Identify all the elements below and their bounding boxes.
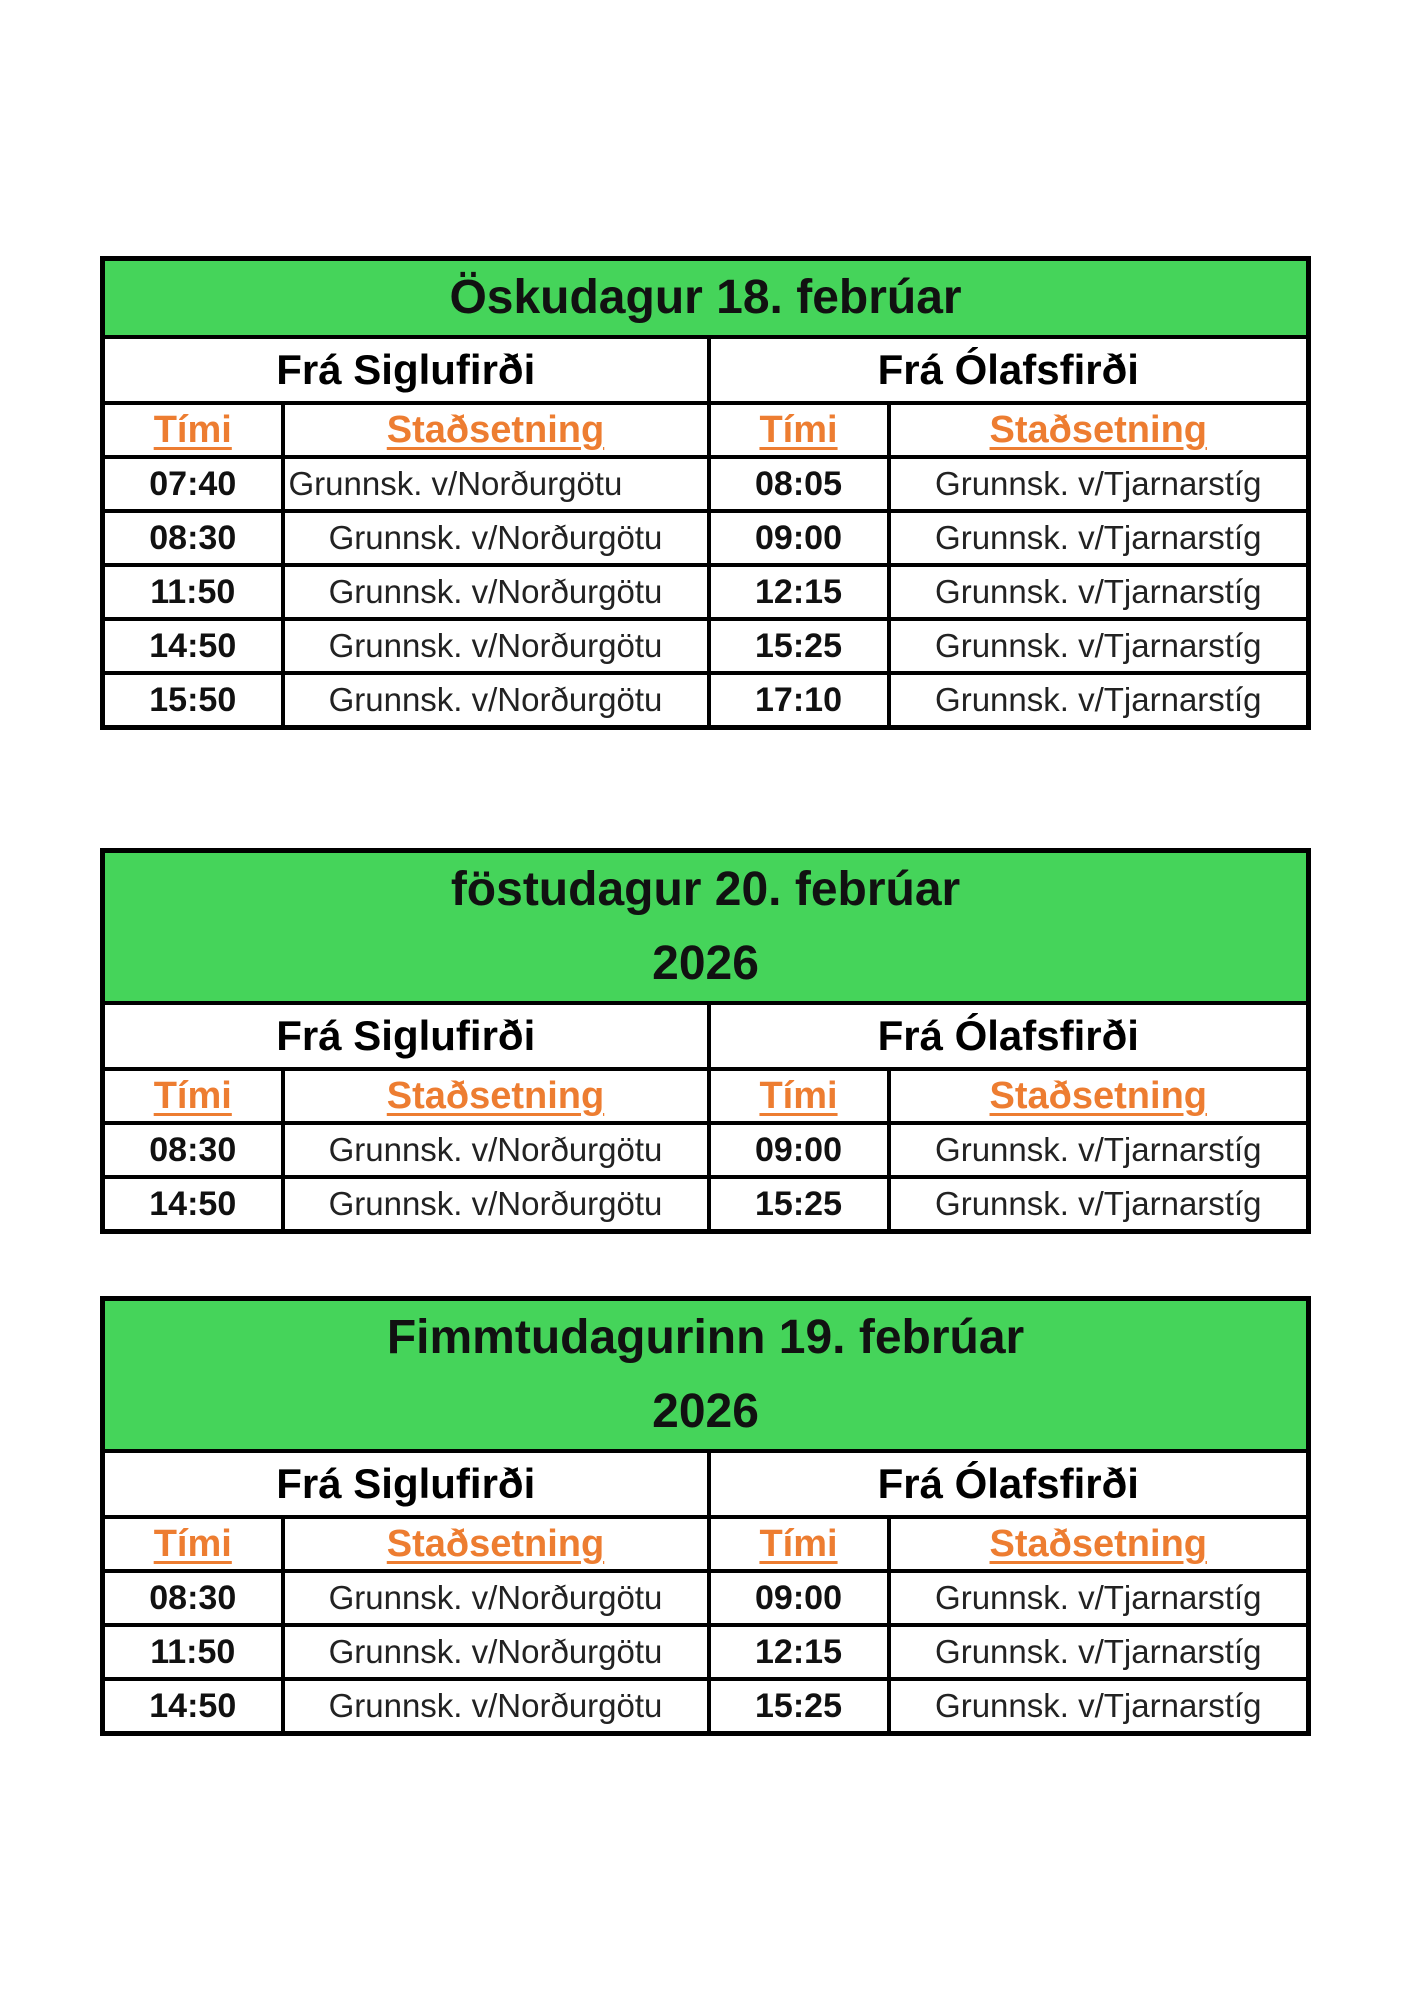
column-header-location: Staðsetning	[889, 1069, 1309, 1123]
column-header-time: Tími	[709, 1517, 889, 1571]
departure-location: Grunnsk. v/Norðurgötu	[283, 565, 709, 619]
table-row	[103, 457, 1309, 511]
table-row	[103, 1177, 1309, 1232]
direction-from-siglufjordur: Frá Siglufirði	[103, 1451, 709, 1517]
departure-time: 08:05	[709, 457, 889, 511]
column-header-location: Staðsetning	[283, 1517, 709, 1571]
schedule-title	[103, 851, 1309, 1004]
departure-location: Grunnsk. v/Norðurgötu	[283, 1571, 709, 1625]
departure-location: Grunnsk. v/Tjarnarstíg	[889, 1679, 1309, 1734]
column-header-time: Tími	[103, 403, 283, 457]
departure-time: 12:15	[709, 1625, 889, 1679]
departure-time: 07:40	[103, 457, 283, 511]
direction-from-siglufjordur: Frá Siglufirði	[103, 1003, 709, 1069]
departure-time: 15:25	[709, 1679, 889, 1734]
direction-from-siglufjordur: Frá Siglufirði	[103, 337, 709, 403]
departure-time: 15:25	[709, 619, 889, 673]
departure-location: Grunnsk. v/Tjarnarstíg	[889, 619, 1309, 673]
departure-time: 09:00	[709, 1571, 889, 1625]
departure-location: Grunnsk. v/Tjarnarstíg	[889, 1123, 1309, 1177]
departure-time: 08:30	[103, 1571, 283, 1625]
table-row	[103, 1571, 1309, 1625]
departure-time: 08:30	[103, 1123, 283, 1177]
departure-location: Grunnsk. v/Tjarnarstíg	[889, 457, 1309, 511]
departure-time: 15:25	[709, 1177, 889, 1232]
departure-location: Grunnsk. v/Norðurgötu	[283, 619, 709, 673]
departure-time: 09:00	[709, 511, 889, 565]
table-row	[103, 1679, 1309, 1734]
departure-location: Grunnsk. v/Norðurgötu	[283, 673, 709, 728]
departure-location: Grunnsk. v/Tjarnarstíg	[889, 1625, 1309, 1679]
direction-from-olafsfjordur: Frá Ólafsfirði	[709, 337, 1309, 403]
departure-location: Grunnsk. v/Norðurgötu	[283, 1123, 709, 1177]
schedule-table-oskudagur	[100, 256, 1311, 730]
departure-time: 08:30	[103, 511, 283, 565]
column-header-location: Staðsetning	[889, 403, 1309, 457]
departure-time: 09:00	[709, 1123, 889, 1177]
column-header-location: Staðsetning	[283, 1069, 709, 1123]
departure-time: 12:15	[709, 565, 889, 619]
schedule-title-line: 2026	[652, 1385, 759, 1438]
column-header-time: Tími	[709, 403, 889, 457]
column-header-time: Tími	[103, 1069, 283, 1123]
schedule-table-fostudagur	[100, 848, 1311, 1234]
departure-location: Grunnsk. v/Norðurgötu	[283, 1625, 709, 1679]
schedule-title-line: Öskudagur 18. febrúar	[449, 271, 962, 324]
departure-location: Grunnsk. v/Tjarnarstíg	[889, 1571, 1309, 1625]
departure-location: Grunnsk. v/Norðurgötu	[283, 1679, 709, 1734]
table-row	[103, 511, 1309, 565]
departure-location: Grunnsk. v/Norðurgötu	[283, 1177, 709, 1232]
departure-time: 14:50	[103, 619, 283, 673]
departure-time: 11:50	[103, 1625, 283, 1679]
column-header-time: Tími	[103, 1517, 283, 1571]
table-row	[103, 1123, 1309, 1177]
departure-time: 14:50	[103, 1679, 283, 1734]
schedule-title	[103, 1299, 1309, 1452]
direction-from-olafsfjordur: Frá Ólafsfirði	[709, 1451, 1309, 1517]
departure-location: Grunnsk. v/Tjarnarstíg	[889, 673, 1309, 728]
schedule-title-line: 2026	[652, 937, 759, 990]
departure-time: 14:50	[103, 1177, 283, 1232]
column-header-time: Tími	[709, 1069, 889, 1123]
departure-time: 11:50	[103, 565, 283, 619]
departure-location: Grunnsk. v/Tjarnarstíg	[889, 565, 1309, 619]
departure-location: Grunnsk. v/Norðurgötu	[283, 511, 709, 565]
column-header-location: Staðsetning	[889, 1517, 1309, 1571]
departure-location: Grunnsk. v/Norðurgötu	[283, 457, 709, 511]
column-header-location: Staðsetning	[283, 403, 709, 457]
schedule-title	[103, 259, 1309, 338]
departure-time: 17:10	[709, 673, 889, 728]
direction-from-olafsfjordur: Frá Ólafsfirði	[709, 1003, 1309, 1069]
departure-location: Grunnsk. v/Tjarnarstíg	[889, 1177, 1309, 1232]
table-row	[103, 619, 1309, 673]
schedule-table-fimmtudagurinn	[100, 1296, 1311, 1736]
table-row	[103, 1625, 1309, 1679]
schedule-title-line: föstudagur 20. febrúar	[450, 863, 961, 916]
departure-location: Grunnsk. v/Tjarnarstíg	[889, 511, 1309, 565]
departure-time: 15:50	[103, 673, 283, 728]
schedule-title-line: Fimmtudagurinn 19. febrúar	[386, 1311, 1025, 1364]
table-row	[103, 673, 1309, 728]
table-row	[103, 565, 1309, 619]
